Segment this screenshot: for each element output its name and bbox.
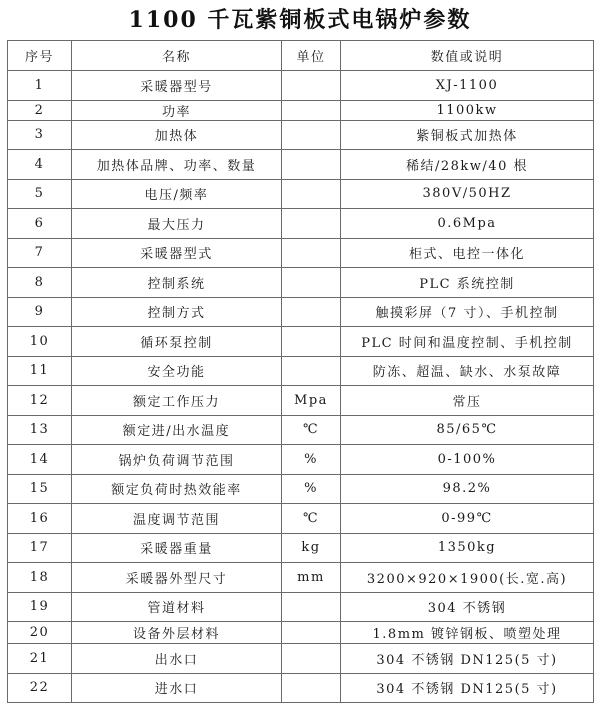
cell-unit xyxy=(282,150,341,180)
table-row xyxy=(8,120,594,150)
header-unit: 单位 xyxy=(282,41,341,71)
cell-no: 19 xyxy=(8,592,72,622)
table-row xyxy=(8,415,594,445)
table-row xyxy=(8,644,594,674)
cell-unit xyxy=(282,100,341,120)
cell-no: 5 xyxy=(8,179,72,209)
cell-no: 1 xyxy=(8,71,72,101)
table-row xyxy=(8,327,594,357)
cell-name: 功率 xyxy=(72,100,282,120)
table-row xyxy=(8,71,594,101)
table-row xyxy=(8,622,594,644)
header-name: 名称 xyxy=(72,41,282,71)
cell-name: 采暖器型式 xyxy=(72,238,282,268)
cell-no: 2 xyxy=(8,100,72,120)
cell-value: 304 不锈钢 DN125(5 寸) xyxy=(341,673,594,703)
cell-value: 98.2% xyxy=(341,474,594,504)
cell-unit xyxy=(282,592,341,622)
cell-unit xyxy=(282,120,341,150)
cell-name: 采暖器重量 xyxy=(72,533,282,563)
cell-unit xyxy=(282,327,341,357)
cell-unit xyxy=(282,71,341,101)
cell-unit xyxy=(282,209,341,239)
cell-no: 9 xyxy=(8,297,72,327)
cell-name: 采暖器外型尺寸 xyxy=(72,563,282,593)
cell-name: 管道材料 xyxy=(72,592,282,622)
cell-no: 8 xyxy=(8,268,72,298)
cell-no: 11 xyxy=(8,356,72,386)
cell-no: 6 xyxy=(8,209,72,239)
cell-unit: % xyxy=(282,445,341,475)
table-row xyxy=(8,386,594,416)
cell-name: 安全功能 xyxy=(72,356,282,386)
cell-value: 304 不锈钢 DN125(5 寸) xyxy=(341,644,594,674)
table-row xyxy=(8,533,594,563)
cell-unit xyxy=(282,179,341,209)
cell-no: 10 xyxy=(8,327,72,357)
cell-value: PLC 系统控制 xyxy=(341,268,594,298)
cell-unit: ℃ xyxy=(282,504,341,534)
cell-value: 防冻、超温、缺水、水泵故障 xyxy=(341,356,594,386)
cell-unit: % xyxy=(282,474,341,504)
cell-unit xyxy=(282,622,341,644)
cell-no: 17 xyxy=(8,533,72,563)
table-row xyxy=(8,673,594,703)
cell-value: 常压 xyxy=(341,386,594,416)
cell-value: 1100kw xyxy=(341,100,594,120)
cell-value: 380V/50HZ xyxy=(341,179,594,209)
cell-name: 出水口 xyxy=(72,644,282,674)
cell-no: 13 xyxy=(8,415,72,445)
cell-unit xyxy=(282,238,341,268)
table-row xyxy=(8,100,594,120)
cell-name: 加热体品牌、功率、数量 xyxy=(72,150,282,180)
cell-unit xyxy=(282,644,341,674)
table-row xyxy=(8,563,594,593)
table-header-row xyxy=(8,41,594,71)
table-row xyxy=(8,592,594,622)
cell-name: 进水口 xyxy=(72,673,282,703)
cell-value: 85/65℃ xyxy=(341,415,594,445)
cell-unit xyxy=(282,268,341,298)
cell-value: 紫铜板式加热体 xyxy=(341,120,594,150)
cell-unit xyxy=(282,297,341,327)
cell-unit xyxy=(282,356,341,386)
table-row xyxy=(8,297,594,327)
cell-value: 304 不锈钢 xyxy=(341,592,594,622)
table-row xyxy=(8,150,594,180)
cell-no: 18 xyxy=(8,563,72,593)
cell-name: 额定负荷时热效能率 xyxy=(72,474,282,504)
table-row xyxy=(8,209,594,239)
cell-no: 12 xyxy=(8,386,72,416)
cell-unit: mm xyxy=(282,563,341,593)
cell-unit: ℃ xyxy=(282,415,341,445)
cell-name: 设备外层材料 xyxy=(72,622,282,644)
cell-no: 7 xyxy=(8,238,72,268)
cell-no: 15 xyxy=(8,474,72,504)
cell-value: XJ-1100 xyxy=(341,71,594,101)
table-row xyxy=(8,504,594,534)
table-row xyxy=(8,445,594,475)
cell-value: 0-100% xyxy=(341,445,594,475)
header-no: 序号 xyxy=(8,41,72,71)
cell-no: 3 xyxy=(8,120,72,150)
cell-value: 稀结/28kw/40 根 xyxy=(341,150,594,180)
cell-name: 加热体 xyxy=(72,120,282,150)
cell-unit xyxy=(282,673,341,703)
cell-value: 3200×920×1900(长.宽.高) xyxy=(341,563,594,593)
cell-name: 控制方式 xyxy=(72,297,282,327)
cell-no: 4 xyxy=(8,150,72,180)
cell-name: 最大压力 xyxy=(72,209,282,239)
cell-value: PLC 时间和温度控制、手机控制 xyxy=(341,327,594,357)
cell-unit: Mpa xyxy=(282,386,341,416)
cell-name: 额定工作压力 xyxy=(72,386,282,416)
spec-table xyxy=(7,40,594,703)
cell-name: 额定进/出水温度 xyxy=(72,415,282,445)
table-row xyxy=(8,238,594,268)
cell-name: 温度调节范围 xyxy=(72,504,282,534)
cell-name: 电压/频率 xyxy=(72,179,282,209)
cell-value: 1.8mm 镀锌钢板、喷塑处理 xyxy=(341,622,594,644)
cell-value: 0.6Mpa xyxy=(341,209,594,239)
cell-value: 柜式、电控一体化 xyxy=(341,238,594,268)
header-value: 数值或说明 xyxy=(341,41,594,71)
table-row xyxy=(8,356,594,386)
cell-no: 20 xyxy=(8,622,72,644)
cell-name: 采暖器型号 xyxy=(72,71,282,101)
cell-value: 0-99℃ xyxy=(341,504,594,534)
cell-name: 控制系统 xyxy=(72,268,282,298)
cell-unit: kg xyxy=(282,533,341,563)
cell-value: 1350kg xyxy=(341,533,594,563)
table-row xyxy=(8,268,594,298)
cell-no: 16 xyxy=(8,504,72,534)
cell-name: 循环泵控制 xyxy=(72,327,282,357)
page-title: 1100 千瓦紫铜板式电锅炉参数 xyxy=(128,7,472,33)
table-row xyxy=(8,179,594,209)
cell-no: 21 xyxy=(8,644,72,674)
cell-name: 锅炉负荷调节范围 xyxy=(72,445,282,475)
table-row xyxy=(8,474,594,504)
cell-no: 22 xyxy=(8,673,72,703)
cell-value: 触摸彩屏（7 寸）、手机控制 xyxy=(341,297,594,327)
cell-no: 14 xyxy=(8,445,72,475)
